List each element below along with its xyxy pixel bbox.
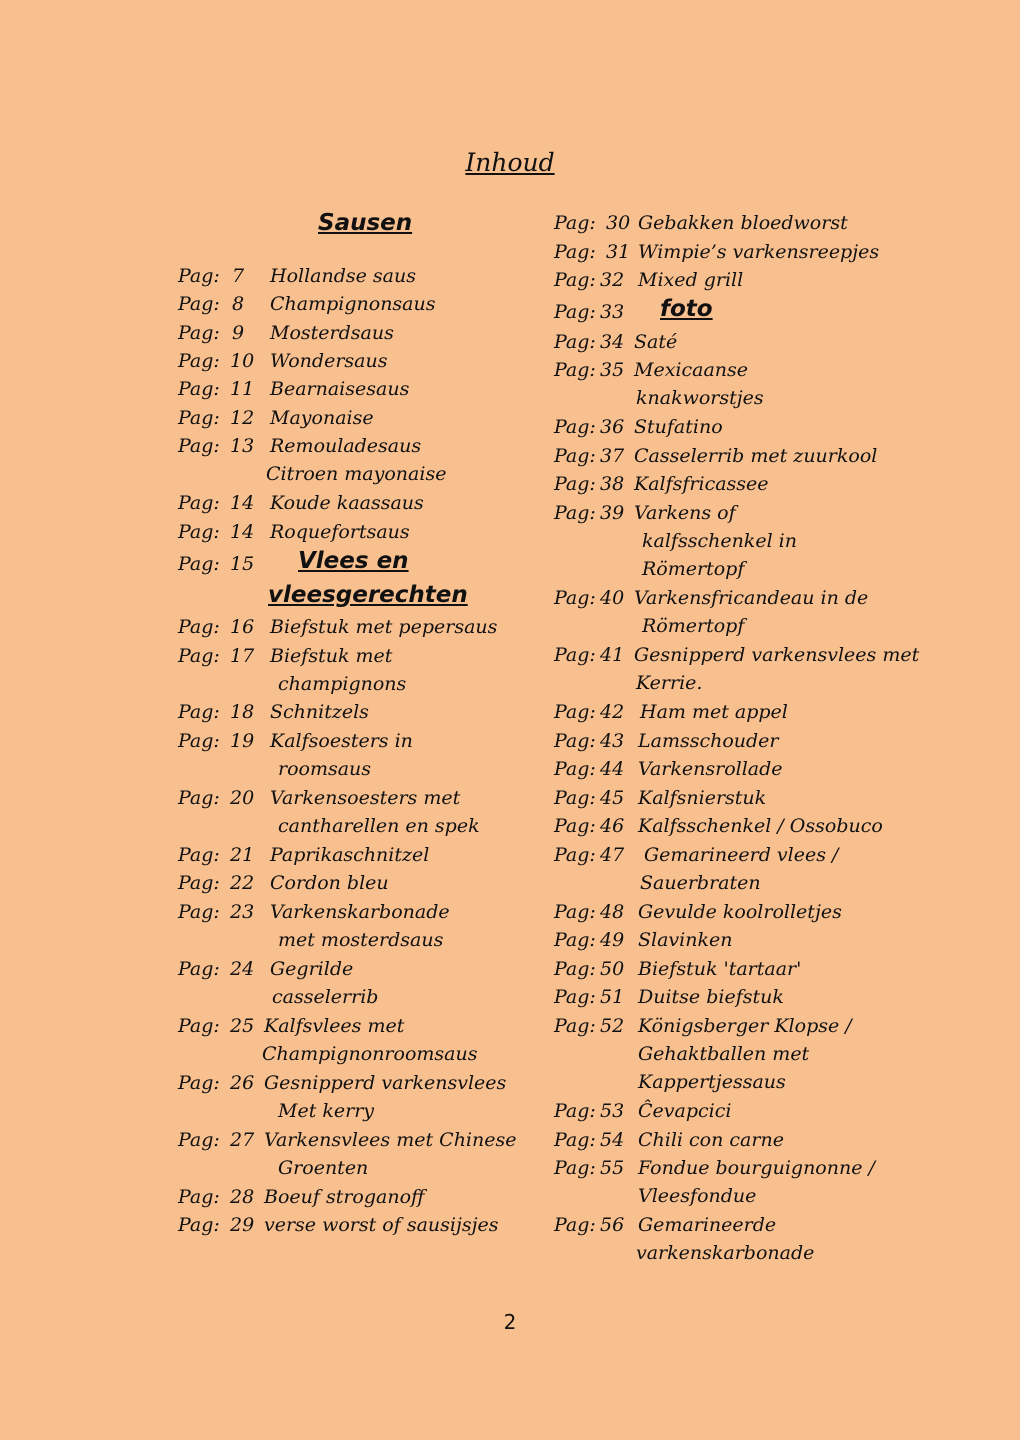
toc-entry-title-cont2: Kappertjessaus [638, 1071, 786, 1093]
toc-pag-label: Pag: [178, 553, 220, 575]
toc-pag-label: Pag: [178, 616, 220, 638]
page-number: 2 [503, 1310, 517, 1334]
toc-page-num: 22 [230, 872, 255, 894]
toc-entry-title: Ham met appel [640, 701, 788, 723]
toc-page-num: 54 [600, 1129, 625, 1151]
toc-entry-title: Bearnaisesaus [270, 378, 410, 400]
toc-pag-label: Pag: [178, 435, 220, 457]
toc-pag-label: Pag: [554, 701, 596, 723]
toc-entry-title: Königsberger Klopse / [638, 1015, 852, 1037]
toc-pag-label: Pag: [178, 322, 220, 344]
toc-page-num: 27 [230, 1129, 255, 1151]
toc-entry-title: Kalfsnierstuk [638, 787, 767, 809]
toc-entry-title: Remouladesaus [270, 435, 422, 457]
toc-entry-title: Gemarineerde [638, 1214, 777, 1236]
toc-page-num: 19 [230, 730, 255, 752]
toc-pag-label: Pag: [178, 521, 220, 543]
toc-entry-title: Mosterdsaus [270, 322, 394, 344]
toc-pag-label: Pag: [178, 407, 220, 429]
toc-entry-title: Varkens of [634, 502, 736, 524]
toc-entry-title-cont: Groenten [278, 1157, 369, 1179]
toc-page-num: 38 [600, 473, 625, 495]
toc-entry-title: Chili con carne [638, 1129, 784, 1151]
toc-pag-label: Pag: [178, 350, 220, 372]
toc-page-num: 25 [230, 1015, 255, 1037]
toc-pag-label: Pag: [554, 301, 596, 323]
toc-pag-label: Pag: [554, 1129, 596, 1151]
toc-entry-title: Gevulde koolrolletjes [638, 901, 842, 923]
toc-pag-label: Pag: [554, 901, 596, 923]
toc-page-num: 16 [230, 616, 255, 638]
toc-page-num: 40 [600, 587, 625, 609]
toc-pag-label: Pag: [178, 265, 220, 287]
toc-entry-title: Varkensoesters met [270, 787, 461, 809]
toc-entry-title: Gebakken bloedworst [638, 212, 848, 234]
toc-page-num: 15 [230, 553, 255, 575]
toc-page-num: 28 [230, 1186, 255, 1208]
toc-entry-title: Kalfsoesters in [270, 730, 413, 752]
toc-page-num: 56 [600, 1214, 625, 1236]
toc-page-num: 46 [600, 815, 625, 837]
section-heading-foto: foto [660, 296, 713, 322]
toc-page-num: 39 [600, 502, 625, 524]
toc-entry-title: Kalfsvlees met [264, 1015, 405, 1037]
section-heading-sausen: Sausen [318, 210, 413, 236]
toc-pag-label: Pag: [554, 1157, 596, 1179]
toc-entry-title: Varkensvlees met Chinese [264, 1129, 517, 1151]
toc-entry-title-cont: Gehaktballen met [638, 1043, 810, 1065]
toc-pag-label: Pag: [178, 901, 220, 923]
toc-pag-label: Pag: [178, 844, 220, 866]
toc-entry-title: Fondue bourguignonne / [638, 1157, 875, 1179]
toc-entry-title: Mexicaanse [634, 359, 749, 381]
toc-pag-label: Pag: [554, 1214, 596, 1236]
toc-entry-title-cont: varkenskarbonade [636, 1242, 815, 1264]
toc-page-num: 24 [230, 958, 255, 980]
toc-page-num: 53 [600, 1100, 625, 1122]
toc-entry-title-cont: Met kerry [278, 1100, 375, 1122]
toc-page-num: 26 [230, 1072, 255, 1094]
toc-entry-title: Schnitzels [270, 701, 369, 723]
toc-page-num: 32 [600, 269, 625, 291]
toc-entry-title: Wimpie’s varkensreepjes [638, 241, 880, 263]
toc-pag-label: Pag: [554, 1015, 596, 1037]
toc-entry-title: Hollandse saus [270, 265, 416, 287]
toc-page-num: 52 [600, 1015, 625, 1037]
toc-entry-title: Lamsschouder [638, 730, 779, 752]
toc-entry-title-cont: cantharellen en spek [278, 815, 480, 837]
toc-pag-label: Pag: [554, 331, 596, 353]
toc-entry-title: Biefstuk 'tartaar' [638, 958, 802, 980]
toc-page-num: 47 [600, 844, 625, 866]
toc-pag-label: Pag: [554, 416, 596, 438]
toc-page-num: 41 [600, 644, 625, 666]
toc-entry-title: Casselerrib met zuurkool [634, 445, 878, 467]
toc-entry-title: Ĉevapcici [638, 1100, 732, 1122]
toc-pag-label: Pag: [178, 378, 220, 400]
toc-pag-label: Pag: [178, 1129, 220, 1151]
toc-entry-title: Gegrilde [270, 958, 354, 980]
toc-pag-label: Pag: [554, 473, 596, 495]
toc-pag-label: Pag: [178, 645, 220, 667]
toc-page-num: 43 [600, 730, 625, 752]
toc-page-num: 45 [600, 787, 625, 809]
toc-pag-label: Pag: [554, 212, 596, 234]
toc-page-num: 12 [230, 407, 255, 429]
toc-pag-label: Pag: [554, 758, 596, 780]
toc-entry-title: Gemarineerd vlees / [644, 844, 839, 866]
toc-entry-title-cont: Vleesfondue [638, 1185, 757, 1207]
toc-page-num: 36 [600, 416, 625, 438]
toc-entry-title: Mixed grill [638, 269, 744, 291]
toc-pag-label: Pag: [554, 502, 596, 524]
toc-entry-title-cont: champignons [278, 673, 407, 695]
toc-pag-label: Pag: [178, 1186, 220, 1208]
toc-entry-title: Mayonaise [270, 407, 374, 429]
toc-entry-title-cont: Citroen mayonaise [266, 463, 447, 485]
toc-page-num: 17 [230, 645, 255, 667]
toc-pag-label: Pag: [178, 701, 220, 723]
toc-page-num: 37 [600, 445, 625, 467]
toc-entry-title-cont: kalfsschenkel in [642, 530, 797, 552]
toc-page-num: 9 [232, 322, 245, 344]
toc-pag-label: Pag: [178, 1015, 220, 1037]
toc-entry-title: Koude kaassaus [270, 492, 424, 514]
toc-pag-label: Pag: [554, 587, 596, 609]
toc-pag-label: Pag: [554, 1100, 596, 1122]
toc-pag-label: Pag: [178, 492, 220, 514]
toc-page-num: 51 [600, 986, 625, 1008]
toc-pag-label: Pag: [554, 929, 596, 951]
toc-page-num: 33 [600, 301, 625, 323]
toc-page-num: 8 [232, 293, 245, 315]
toc-entry-title: Cordon bleu [270, 872, 389, 894]
toc-page-num: 20 [230, 787, 255, 809]
toc-entry-title: Varkensfricandeau in de [634, 587, 869, 609]
toc-page-num: 49 [600, 929, 625, 951]
toc-pag-label: Pag: [178, 872, 220, 894]
toc-entry-title: Varkensrollade [638, 758, 783, 780]
toc-page-num: 23 [230, 901, 255, 923]
toc-pag-label: Pag: [178, 1214, 220, 1236]
toc-entry-title: Kalfsfricassee [634, 473, 769, 495]
toc-entry-title: Roquefortsaus [270, 521, 410, 543]
toc-page-num: 35 [600, 359, 625, 381]
toc-pag-label: Pag: [554, 986, 596, 1008]
toc-entry-title: Duitse biefstuk [638, 986, 784, 1008]
toc-pag-label: Pag: [178, 787, 220, 809]
toc-entry-title: Varkenskarbonade [270, 901, 450, 923]
toc-pag-label: Pag: [178, 958, 220, 980]
toc-page-num: 55 [600, 1157, 625, 1179]
toc-entry-title: Boeuf stroganoff [264, 1186, 425, 1208]
toc-page-num: 21 [230, 844, 255, 866]
page-title: Inhoud [465, 148, 555, 177]
toc-entry-title: Gesnipperd varkensvlees [264, 1072, 507, 1094]
toc-pag-label: Pag: [554, 787, 596, 809]
toc-entry-title-cont: Champignonroomsaus [262, 1043, 478, 1065]
toc-entry-title-cont: Römertopf [642, 615, 745, 637]
toc-page-num: 18 [230, 701, 255, 723]
toc-entry-title: Saté [634, 331, 678, 353]
toc-entry-title: Slavinken [638, 929, 733, 951]
toc-pag-label: Pag: [554, 269, 596, 291]
toc-entry-title-cont: met mosterdsaus [278, 929, 444, 951]
toc-page-num: 10 [230, 350, 255, 372]
toc-entry-title-cont: Kerrie. [636, 672, 703, 694]
toc-pag-label: Pag: [554, 445, 596, 467]
section-heading-vlees-1: Vlees en [298, 548, 409, 574]
toc-pag-label: Pag: [554, 815, 596, 837]
toc-entry-title: Paprikaschnitzel [270, 844, 430, 866]
toc-page-num: 34 [600, 331, 625, 353]
toc-entry-title: verse worst of sausijsjes [264, 1214, 499, 1236]
toc-entry-title: Biefstuk met [270, 645, 393, 667]
toc-page-num: 31 [606, 241, 631, 263]
toc-entry-title-cont: Sauerbraten [640, 872, 761, 894]
toc-pag-label: Pag: [178, 293, 220, 315]
toc-entry-title-cont: knakworstjes [636, 387, 764, 409]
toc-entry-title: Stufatino [634, 416, 723, 438]
toc-entry-title: Wondersaus [270, 350, 388, 372]
section-heading-vlees-2: vleesgerechten [268, 582, 468, 608]
toc-pag-label: Pag: [178, 1072, 220, 1094]
toc-pag-label: Pag: [554, 644, 596, 666]
toc-pag-label: Pag: [554, 241, 596, 263]
toc-page-num: 42 [600, 701, 625, 723]
toc-pag-label: Pag: [554, 844, 596, 866]
toc-page-num: 14 [230, 521, 255, 543]
toc-page-num: 14 [230, 492, 255, 514]
toc-page-num: 30 [606, 212, 631, 234]
toc-entry-title-cont2: Römertopf [642, 558, 745, 580]
toc-entry-title: Biefstuk met pepersaus [270, 616, 498, 638]
toc-entry-title-cont: roomsaus [278, 758, 372, 780]
toc-page-num: 48 [600, 901, 625, 923]
toc-entry-title: Gesnipperd varkensvlees met [634, 644, 920, 666]
toc-entry-title: Kalfsschenkel / Ossobuco [638, 815, 883, 837]
toc-page-num: 50 [600, 958, 625, 980]
toc-pag-label: Pag: [554, 359, 596, 381]
toc-page-num: 29 [230, 1214, 255, 1236]
toc-page-num: 13 [230, 435, 255, 457]
toc-entry-title-cont: casselerrib [272, 986, 379, 1008]
toc-pag-label: Pag: [178, 730, 220, 752]
toc-pag-label: Pag: [554, 730, 596, 752]
toc-page-num: 11 [230, 378, 255, 400]
toc-page-num: 44 [600, 758, 625, 780]
toc-pag-label: Pag: [554, 958, 596, 980]
toc-page-num: 7 [232, 265, 245, 287]
toc-entry-title: Champignonsaus [270, 293, 436, 315]
